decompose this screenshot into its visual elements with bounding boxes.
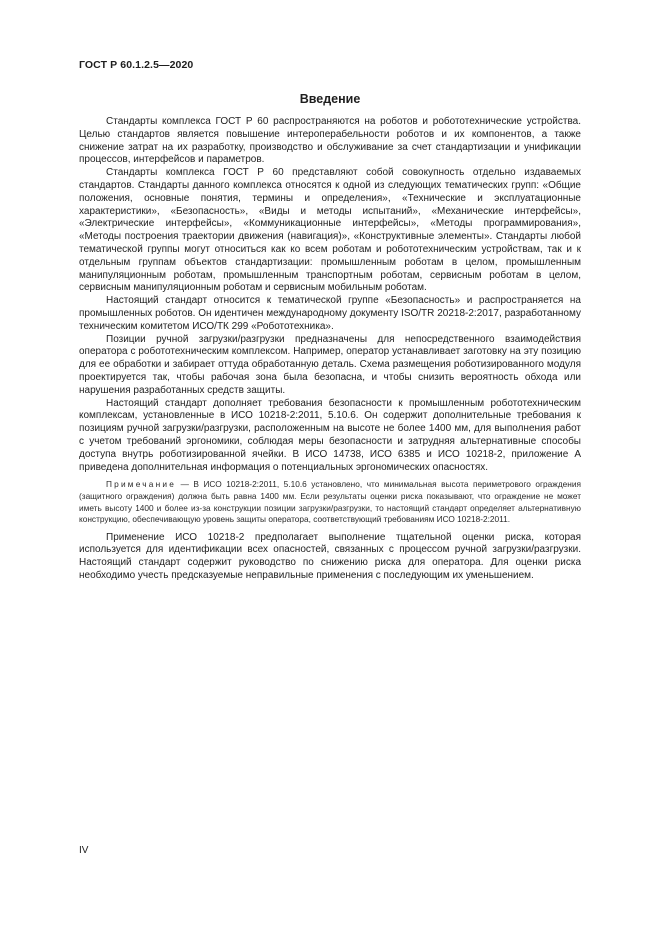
- page-number: IV: [79, 845, 89, 856]
- paragraph-groups: Стандарты комплекса ГОСТ Р 60 представляют собой совокупность отдельно издаваемых стандартов. Стандарты данного комплекса относятся к одной из следующих тематических групп: «Общие положения, основные понятия, термины и определения», «Технические и эксплуатационные характеристики», «Безопасность», «Виды и методы испытаний», «Механические интерфейсы», «Электрические интерфейсы», «Коммуникационные интерфейсы», «Методы программирования», «Методы построения траектории движения (навигация)», «Конструктивные элементы». Стандарты любой тематической группы могут относиться как ко всем роботам и робототехническим устройствам, так и к отдельным группам объектов стандартизации: промышленным роботам в целом, промышленным манипуляционным роботам, промышленным транспортным роботам, сервисным роботам в целом, сервисным манипуляционным роботам и сервисным мобильным роботам.: [79, 167, 581, 294]
- paragraph-identity: Настоящий стандарт относится к тематической группе «Безопасность» и распространяется на промышленных роботов. Он идентичен международному документу ISO/TR 20218-2:2017, разработанному техническим комитетом ИСО/ТК 299 «Робототехника».: [79, 295, 581, 332]
- section-body: [79, 116, 581, 583]
- note-text: — В ИСО 10218-2:2011, 5.10.6 установлено, что минимальная высота периметрового ограждения (защитного ограждения) должна быть равна 1400 мм. Если результаты оценки риска показывают, что ограждение не может иметь высоту 1400 и более из-за конструкции позиции загрузки/разгрузки, то настоящий стандарт определяет альтернативную конструкцию, обеспечивающую уровень защиты оператора, соответствующий требованиям ИСО 10218-2:2011.: [79, 479, 581, 525]
- section-title: Введение: [299, 92, 361, 106]
- document-header: ГОСТ Р 60.1.2.5—2020: [79, 59, 194, 71]
- note-label: Примечание: [106, 479, 177, 490]
- paragraph-requirements: Настоящий стандарт дополняет требования безопасности к промышленным робототехническим комплексам, установленные в ИСО 10218-2:2011, 5.10.6. Он содержит дополнительные требования к позициям ручной загрузки/разгрузки, расположенным на высоте не более 1400 мм, для выполнения работ с учетом требований эргономики, соблюдая меры безопасности и затрудняя альтернативные способы доступа внутрь роботизированной ячейки. В ИСО 14738, ИСО 6385 и ИСО 10218-2, приложение А приведена дополнительная информация о потенциальных эргономических опасностях.: [79, 397, 581, 473]
- note: [79, 479, 581, 525]
- paragraph-scope: Стандарты комплекса ГОСТ Р 60 распространяются на роботов и робототехнические устройства. Целью стандартов является повышение интероперабельности роботов и их компонентов, а также снижение затрат на их разработку, производство и обслуживание за счет стандартизации и унификации процессов, интерфейсов и параметров.: [79, 116, 581, 166]
- paragraph-risk-assessment: Применение ИСО 10218-2 предполагает выполнение тщательной оценки риска, которая используется для идентификации всех опасностей, связанных с процессом ручной загрузки/разгрузки. Настоящий стандарт содержит руководство по снижению риска для оператора. Для оценки риска необходимо учесть предсказуемые неправильные применения с последующим их уменьшением.: [79, 531, 581, 582]
- paragraph-positions: Позиции ручной загрузки/разгрузки предназначены для непосредственного взаимодействия оператора с робототехническим комплексом. Например, оператор устанавливает заготовку на эту позицию для ее обработки и забирает оттуда обработанную деталь. Схема размещения роботизированного модуля проектируется так, чтобы рабочая зона была безопасна, и чтобы снизить вероятность обхода или нарушения разработанных средств защиты.: [79, 333, 581, 396]
